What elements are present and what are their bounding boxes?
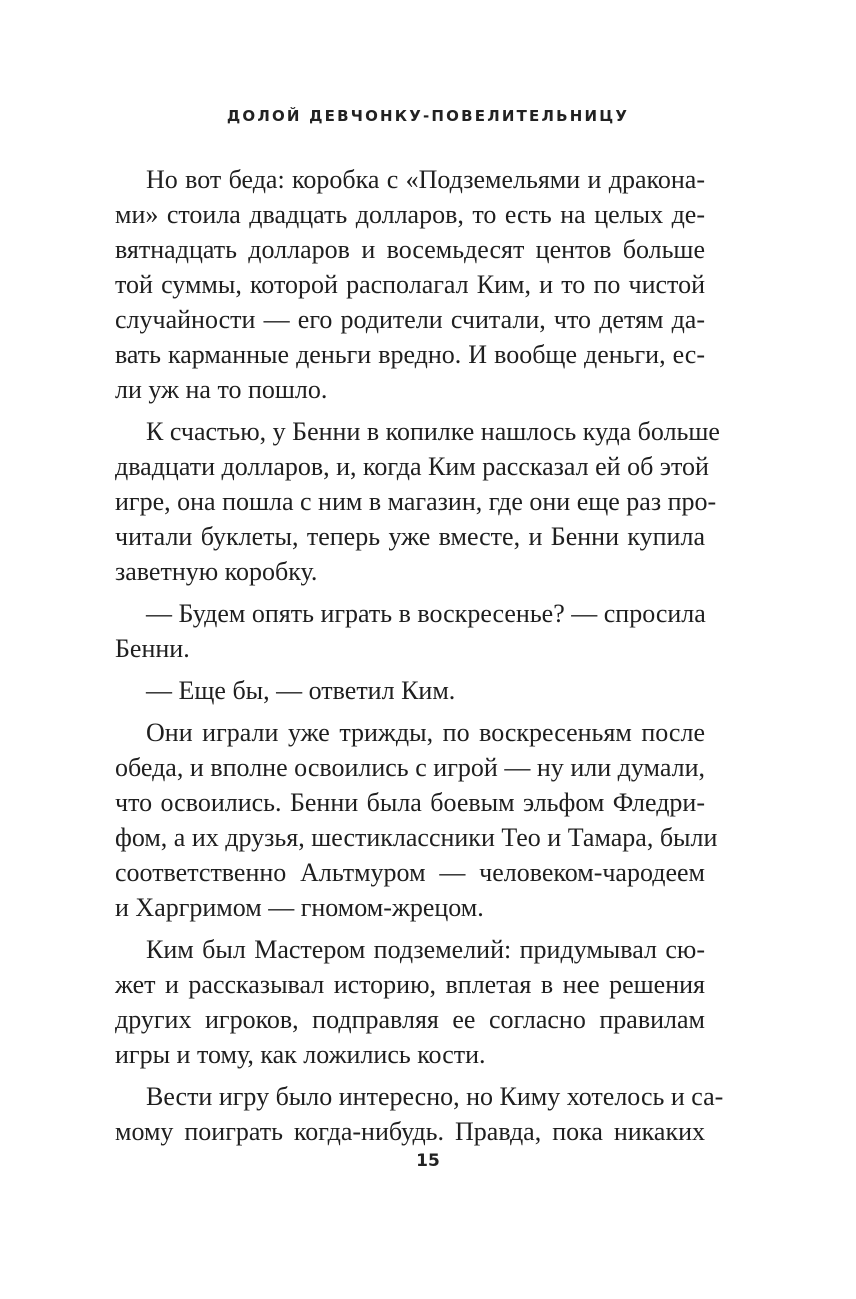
text-line: случайности — его родители считали, что детям да- <box>115 305 705 334</box>
text-line: Бенни. <box>115 634 190 663</box>
text-line: мому поиграть когда-нибудь. Правда, пока никаких <box>115 1117 705 1146</box>
text-line: заветную коробку. <box>115 557 318 586</box>
paragraph <box>115 414 720 589</box>
text-line: жет и рассказывал историю, вплетая в нее решения <box>115 970 705 999</box>
text-line: Вести игру было интересно, но Киму хотелось и са- <box>146 1082 724 1111</box>
text-line: ли уж на то пошло. <box>115 375 328 404</box>
text-line: К счастью, у Бенни в копилке нашлось куда больше <box>146 417 720 446</box>
body-text <box>115 162 724 1149</box>
text-line: Но вот беда: коробка с «Подземельями и дракона- <box>146 165 705 194</box>
text-line: двадцати долларов, и, когда Ким рассказал ей об этой <box>115 452 709 481</box>
text-line: обеда, и вполне освоились с игрой — ну или думали, <box>115 753 705 782</box>
text-line: соответственно Альтмуром — человеком-чародеем <box>115 858 705 887</box>
paragraph <box>115 673 705 708</box>
paragraph <box>115 932 705 1072</box>
text-line: ми» стоила двадцать долларов, то есть на целых де- <box>115 200 705 229</box>
text-line: фом, а их друзья, шестиклассники Тео и Тамара, были <box>115 823 718 852</box>
paragraph <box>115 715 718 925</box>
text-line: — Еще бы, — ответил Ким. <box>146 676 456 705</box>
running-head: ДОЛОЙ ДЕВЧОНКУ-ПОВЕЛИТЕЛЬНИЦУ <box>226 107 630 125</box>
paragraph <box>115 596 705 666</box>
text-line: Они играли уже трижды, по воскресеньям после <box>146 718 705 747</box>
paragraph <box>115 162 705 407</box>
text-line: — Будем опять играть в воскресенье? — спросила <box>146 599 706 628</box>
text-line: других игроков, подправляя ее согласно правилам <box>115 1005 705 1034</box>
text-line: той суммы, которой располагал Ким, и то по чистой <box>115 270 705 299</box>
text-line: игре, она пошла с ним в магазин, где они еще раз про- <box>115 487 717 516</box>
page-number: 15 <box>416 1151 440 1171</box>
text-line: Ким был Мастером подземелий: придумывал сю- <box>146 935 705 964</box>
text-line: вать карманные деньги вредно. И вообще деньги, ес- <box>115 340 705 369</box>
text-line: и Харгримом — гномом-жрецом. <box>115 893 484 922</box>
text-line: читали буклеты, теперь уже вместе, и Бенни купила <box>115 522 705 551</box>
text-line: вятнадцать долларов и восемьдесят центов больше <box>115 235 705 264</box>
paragraph <box>115 1079 724 1149</box>
text-line: что освоились. Бенни была боевым эльфом Фледри- <box>115 788 705 817</box>
text-line: игры и тому, как ложились кости. <box>115 1040 486 1069</box>
